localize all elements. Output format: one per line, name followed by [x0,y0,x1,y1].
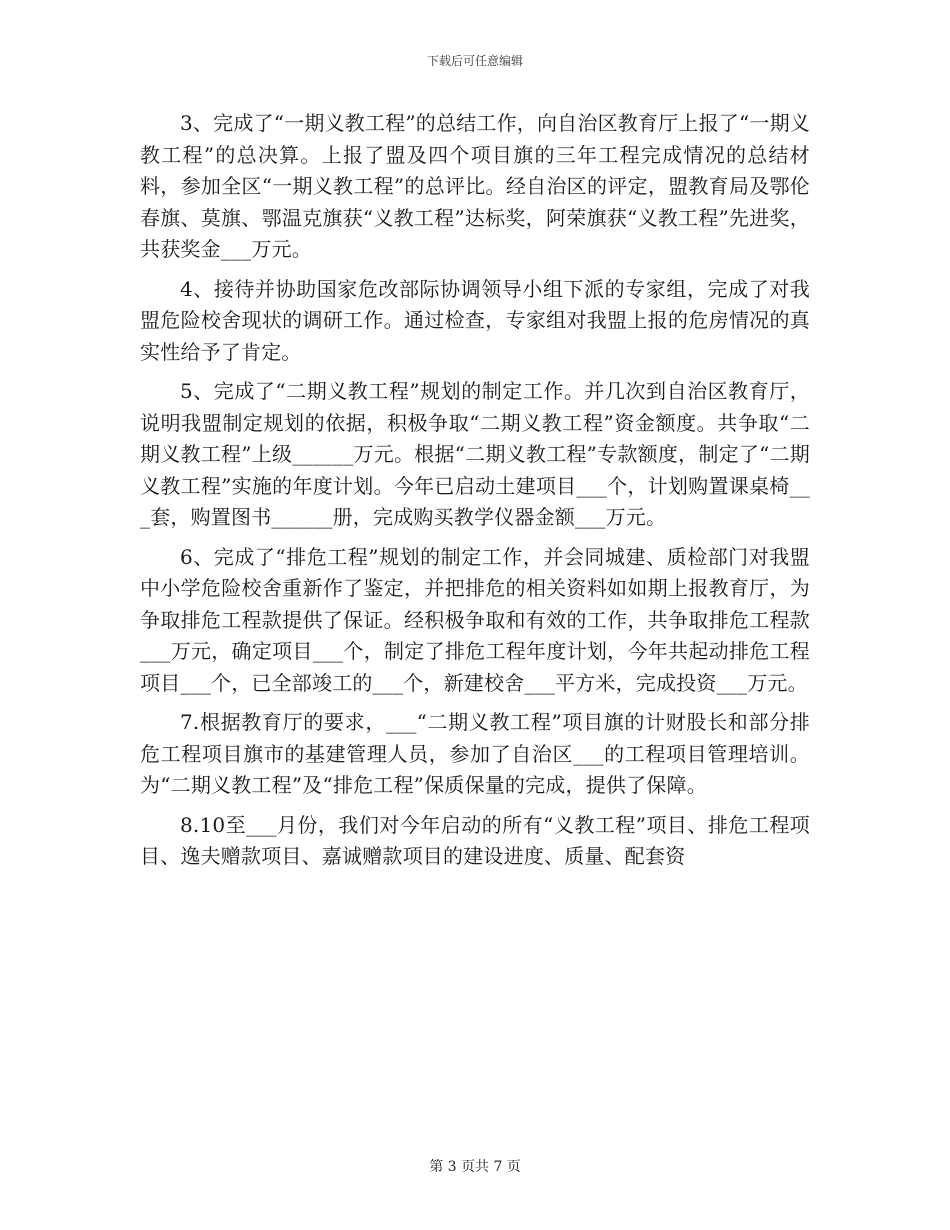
paragraph-7: 7.根据教育厅的要求，___“二期义教工程”项目旗的计财股长和部分排危工程项目旗市的基建管理人员，参加了自治区___的工程项目管理培训。为“二期义教工程”及“排危工程”保质保量的完成，提供了保障。 [140,710,810,797]
paragraph-8: 8.10至___月份，我们对今年启动的所有“义教工程”项目、排危工程项目、逸夫赠款项目、嘉诚赠款项目的建设进度、质量、配套资 [140,812,810,868]
paragraph-6: 6、完成了“排危工程”规划的制定工作，并会同城建、质检部门对我盟中小学危险校舍重新作了鉴定，并把排危的相关资料如如期上报教育厅，为争取排危工程款提供了保证。经积极争取和有效的工作，共争取排危工程款___万元，确定项目___个，制定了排危工程年度计划，今年共起动排危工程项目___个，已全部竣工的___个，新建校舍___平方米，完成投资___万元。 [140,544,810,695]
document-body [140,108,810,881]
paragraph-3: 3、完成了“一期义教工程”的总结工作，向自治区教育厅上报了“一期义教工程”的总决算。上报了盟及四个项目旗的三年工程完成情况的总结材料，参加全区“一期义教工程”的总评比。经自治区的评定，盟教育局及鄂伦春旗、莫旗、鄂温克旗获“义教工程”达标奖，阿荣旗获“义教工程”先进奖，共获奖金___万元。 [140,111,810,261]
paragraph-5: 5、完成了“二期义教工程”规划的制定工作。并几次到自治区教育厅，说明我盟制定规划的依据，积极争取“二期义教工程”资金额度。共争取“二期义教工程”上级______万元。根据“二期义教工程”专款额度，制定了“二期义教工程”实施的年度计划。今年已启动土建项目___个，计划购置课桌椅___套，购置图书______册，完成购买教学仪器金额___万元。 [140,379,810,529]
page-header: 下载后可任意编辑 [426,54,523,68]
page-footer: 第 3 页共 7 页 [429,1159,521,1175]
paragraph-4: 4、接待并协助国家危改部际协调领导小组下派的专家组，完成了对我盟危险校舍现状的调研工作。通过检查，专家组对我盟上报的危房情况的真实性给予了肯定。 [140,276,810,364]
